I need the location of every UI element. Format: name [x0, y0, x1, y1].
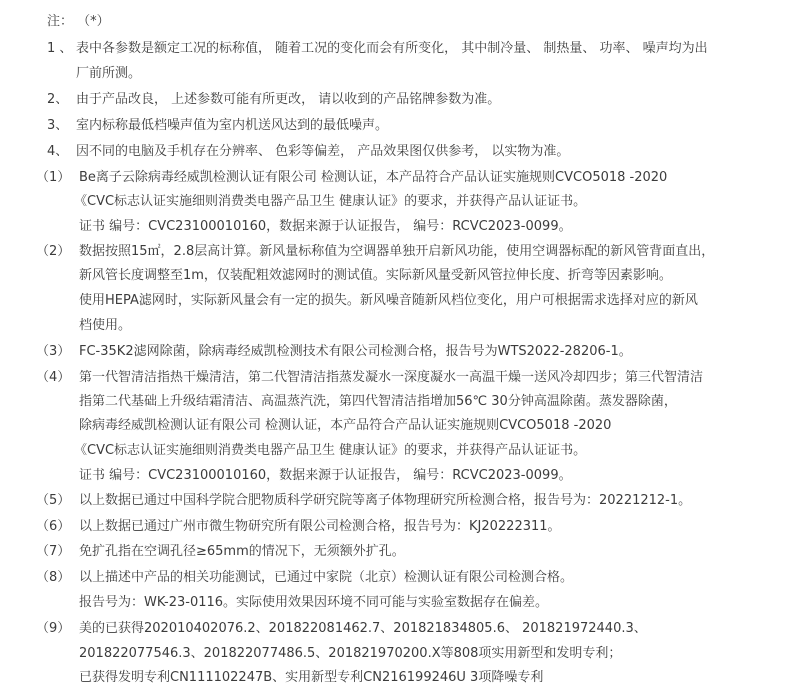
- note-text: 表中各参数是额定工况的标称值， 随着工况的变化而会有所变化， 其中制冷量、 制热量、 功率、 噪声均为出: [76, 41, 708, 56]
- footnote-text: Be离子云除病毒经威凯检测认证有限公司 检测认证，本产品符合产品认证实施规则CVCO5018 -2020: [79, 170, 668, 185]
- note-text: 厂前所测。: [76, 66, 142, 81]
- note-marker: 3、: [47, 118, 69, 133]
- footnote-text: 《CVC标志认证实施细则消费类电器产品卫生 健康认证》的要求，并获得产品认证证书。: [74, 194, 587, 209]
- footnote-marker: （2）: [36, 244, 71, 259]
- notes-header: 注： （*）: [47, 14, 110, 29]
- footnote-marker: （1）: [36, 170, 71, 185]
- footnote-marker: （3）: [36, 344, 71, 359]
- footnote-text: 档使用。: [79, 318, 132, 333]
- note-marker: 4、: [47, 144, 69, 159]
- footnote-marker: （8）: [36, 570, 71, 585]
- footnote-text: 报告号为：WK-23-0116。实际使用效果因环境不同可能与实验室数据存在偏差。: [79, 595, 549, 610]
- footnote-text: 201822077546.3、201822077486.5、201821970200.X等808项实用新型和发明专利；: [79, 646, 622, 661]
- note-text: 室内标称最低档噪声值为室内机送风达到的最低噪声。: [76, 118, 389, 133]
- footnote-text: 已获得发明专利CN111102247B、实用新型专利CN216199246U 3项降噪专利: [79, 670, 544, 685]
- footnote-text: 证书 编号：CVC23100010160，数据来源于认证报告， 编号：RCVC2023-0099。: [79, 219, 572, 234]
- footnote-text: 使用HEPA滤网时，实际新风量会有一定的损失。新风噪音随新风档位变化，用户可根据需求选择对应的新风: [79, 293, 698, 308]
- footnote-text: 以上数据已通过中国科学院合肥物质科学研究院等离子体物理研究所检测合格，报告号为：20221212-1。: [79, 493, 692, 508]
- footnote-marker: （7）: [36, 544, 71, 559]
- footnote-text: 指第二代基础上升级结霜清洁、高温蒸汽洗，第四代智清洁指增加56℃ 30分钟高温除菌。蒸发器除菌，: [79, 394, 677, 409]
- footnote-text: 证书 编号：CVC23100010160，数据来源于认证报告， 编号：RCVC2023-0099。: [79, 468, 572, 483]
- note-marker: 1 、: [47, 41, 73, 56]
- footnote-text: 《CVC标志认证实施细则消费类电器产品卫生 健康认证》的要求，并获得产品认证证书。: [74, 443, 587, 458]
- note-text: 因不同的电脑及手机存在分辨率、 色彩等偏差， 产品效果图仅供参考， 以实物为准。: [76, 144, 570, 159]
- footnote-marker: （4）: [36, 370, 71, 385]
- footnote-text: 数据按照15㎡，2.8层高计算。新风量标称值为空调器单独开启新风功能，使用空调器标配的新风管背面直出，: [79, 244, 715, 259]
- footnote-marker: （5）: [36, 493, 71, 508]
- footnote-text: 以上描述中产品的相关功能测试，已通过中家院（北京）检测认证有限公司检测合格。: [79, 570, 574, 585]
- footnote-text: 免扩孔指在空调孔径≥65mm的情况下，无须额外扩孔。: [79, 544, 405, 559]
- note-marker: 2、: [47, 92, 69, 107]
- note-text: 由于产品改良， 上述参数可能有所更改， 请以收到的产品铭牌参数为准。: [76, 92, 501, 107]
- footnote-text: 新风管长度调整至1m，仅装配粗效滤网时的测试值。实际新风量受新风管拉伸长度、折弯等因素影响。: [79, 268, 672, 283]
- footnote-text: 以上数据已通过广州市微生物研究所有限公司检测合格，报告号为：KJ20222311。: [79, 519, 561, 534]
- footnote-text: 美的已获得202010402076.2、201822081462.7、201821834805.6、 201821972440.3、: [79, 621, 647, 636]
- footnote-text: FC-35K2滤网除菌，除病毒经威凯检测技术有限公司检测合格，报告号为WTS2022-28206-1。: [79, 344, 632, 359]
- footnote-marker: （6）: [36, 519, 71, 534]
- footnote-text: 除病毒经威凯检测认证有限公司 检测认证，本产品符合产品认证实施规则CVCO5018 -2020: [79, 418, 612, 433]
- footnote-text: 第一代智清洁指热干燥清洁，第二代智清洁指蒸发凝水一深度凝水一高温干燥一送风冷却四步；第三代智清洁: [79, 370, 704, 385]
- footnote-marker: （9）: [36, 621, 71, 636]
